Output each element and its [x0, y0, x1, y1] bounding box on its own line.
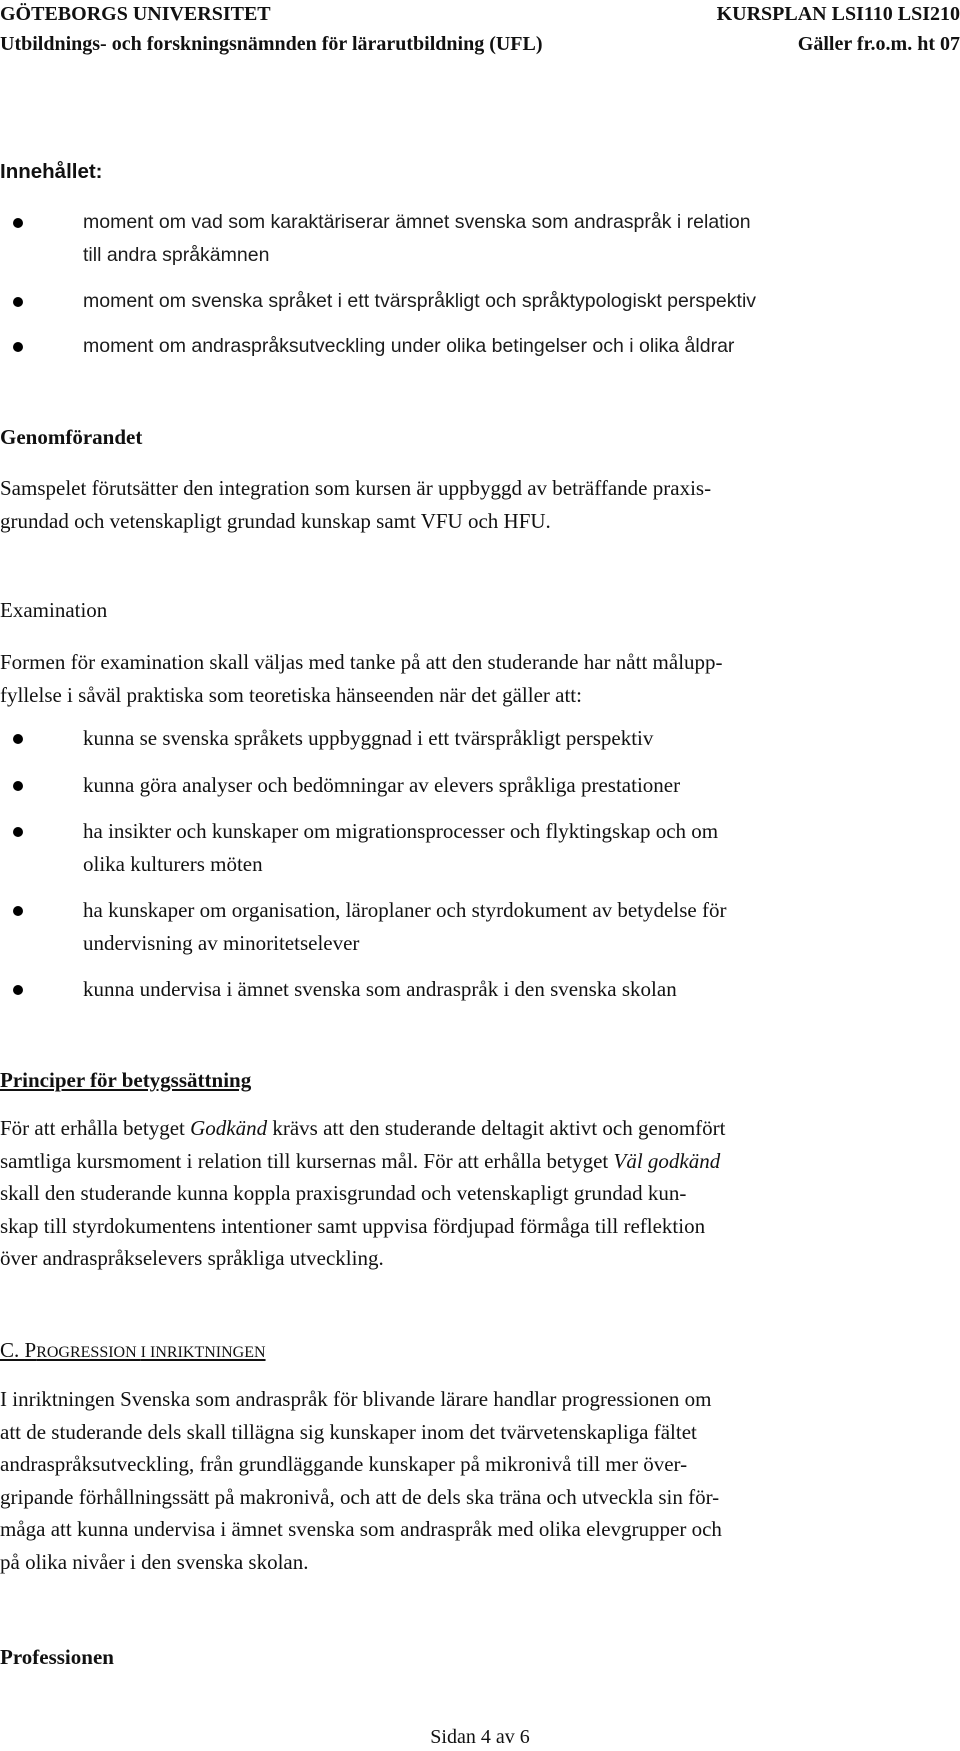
- genomforandet-text: [0, 472, 960, 537]
- text-run: samtliga kursmoment i relation till kursernas mål. För att erhålla betyget: [0, 1148, 614, 1173]
- section-genomforandet: [0, 425, 960, 450]
- text-line: måga att kunna undervisa i ämnet svenska som andraspråk med olika elevgrupper och: [0, 1517, 722, 1541]
- examination-heading: Examination: [0, 598, 108, 622]
- list-item: [0, 815, 960, 880]
- innehall-list: [0, 206, 960, 272]
- grade-godkand: Godkänd: [190, 1116, 268, 1140]
- list-item-line: moment om svenska språket i ett tvärspråkligt och språktypologiskt perspektiv: [83, 290, 757, 312]
- bullet-icon: [13, 297, 23, 307]
- section-innehall: [0, 160, 960, 184]
- principer-heading: Principer för betygssättning: [0, 1068, 252, 1092]
- section-principer: [0, 1068, 960, 1093]
- list-item-line: undervisning av minoritetselever: [83, 930, 360, 955]
- bullet-icon: [13, 827, 23, 837]
- innehall-heading: Innehållet:: [0, 160, 103, 183]
- bullet-icon: [13, 734, 23, 744]
- text-line: skap till styrdokumentens intentioner samt uppvisa fördjupad förmåga till reflektion: [0, 1213, 706, 1238]
- list-item-line: ha kunskaper om organisation, läroplaner och styrdokument av betydelse för: [83, 898, 727, 922]
- page-header: [0, 2, 960, 55]
- bullet-icon: [13, 218, 23, 228]
- list-item-line: olika kulturers möten: [83, 851, 263, 876]
- text-line: andraspråksutveckling, från grundläggande kunskaper på mikronivå till mer över-: [0, 1452, 688, 1476]
- text-line: fyllelse i såväl praktiska som teoretiska hänseenden när det gäller att:: [0, 682, 582, 707]
- professionen-heading: Professionen: [0, 1645, 114, 1669]
- university-name: GÖTEBORGS UNIVERSITET: [0, 3, 271, 25]
- heading-part: P: [24, 1338, 37, 1362]
- heading-part: I: [140, 1344, 150, 1361]
- list-item-line: ha insikter och kunskaper om migrationsprocesser och flyktingskap och om: [83, 819, 719, 843]
- bullet-icon: [13, 781, 23, 791]
- text-run: För att erhålla betyget: [0, 1116, 191, 1140]
- innehall-list-3: [0, 330, 960, 363]
- text-line: skall den studerande kunna koppla praxisgrundad och vetenskapligt grundad kun-: [0, 1181, 687, 1205]
- bullet-icon: [13, 985, 23, 995]
- heading-part: ROGRESSION: [36, 1344, 141, 1361]
- list-item: [0, 894, 960, 959]
- list-item: [0, 206, 960, 272]
- section-examination: [0, 598, 960, 623]
- innehall-list-2: [0, 285, 960, 318]
- text-line: att de studerande dels skall tillägna sig kunskaper inom det tvärvetenskapliga fältet: [0, 1419, 697, 1444]
- board-name: Utbildnings- och forskningsnämnden för lärarutbildning (UFL): [0, 33, 543, 55]
- list-item-line: kunna se svenska språkets uppbyggnad i ett tvärspråkligt perspektiv: [83, 726, 654, 750]
- examination-text: [0, 646, 960, 711]
- bullet-icon: [13, 342, 23, 352]
- examination-item-5: [0, 973, 960, 1006]
- principer-text: [0, 1112, 960, 1275]
- text-line: gripande förhållningssätt på makronivå, och att de dels ska träna och utveckla sin för-: [0, 1484, 720, 1509]
- text-line: på olika nivåer i den svenska skolan.: [0, 1549, 309, 1574]
- bullet-icon: [13, 906, 23, 916]
- examination-item-2: [0, 769, 960, 802]
- list-item: [0, 973, 960, 1006]
- list-item-line: till andra språkämnen: [83, 244, 270, 266]
- genomforandet-heading: Genomförandet: [0, 425, 143, 449]
- list-item-line: moment om vad som karaktäriserar ämnet svenska som andraspråk i relation: [83, 211, 751, 233]
- examination-item-1: [0, 722, 960, 755]
- text-line: I inriktningen Svenska som andraspråk för blivande lärare handlar progressionen om: [0, 1387, 712, 1411]
- list-item: [0, 722, 960, 755]
- progression-heading: [0, 1338, 960, 1363]
- list-item: [0, 330, 960, 363]
- page-number: Sidan 4 av 6: [430, 1726, 530, 1748]
- text-line: [0, 1112, 960, 1145]
- list-item-line: moment om andraspråksutveckling under olika betingelser och i olika åldrar: [83, 335, 735, 357]
- text-run: krävs att den studerande deltagit aktivt och genomfört: [267, 1116, 726, 1140]
- examination-item-4: [0, 894, 960, 959]
- text-line: grundad och vetenskapligt grundad kunskap samt VFU och HFU.: [0, 508, 551, 533]
- list-item-line: kunna undervisa i ämnet svenska som andraspråk i den svenska skolan: [83, 977, 677, 1001]
- course-code: KURSPLAN LSI110 LSI210: [716, 3, 960, 25]
- progression-text: [0, 1383, 960, 1578]
- text-line: [0, 1145, 960, 1178]
- text-line: Samspelet förutsätter den integration som kursen är uppbyggd av beträffande praxis-: [0, 476, 712, 500]
- validity: Gäller fr.o.m. ht 07: [797, 33, 960, 55]
- examination-item-3: [0, 815, 960, 880]
- list-item-line: kunna göra analyser och bedömningar av elevers språkliga prestationer: [83, 773, 681, 797]
- list-item: [0, 285, 960, 318]
- text-line: över andraspråkselevers språkliga utveckling.: [0, 1246, 384, 1270]
- list-item: [0, 769, 960, 802]
- grade-val-godkand: Väl godkänd: [613, 1148, 721, 1173]
- section-professionen: [0, 1645, 960, 1670]
- heading-part: C.: [0, 1338, 25, 1362]
- heading-part: INRIKTNINGEN: [150, 1344, 266, 1361]
- section-progression: [0, 1338, 960, 1363]
- text-line: Formen för examination skall väljas med tanke på att den studerande har nått målupp-: [0, 650, 723, 674]
